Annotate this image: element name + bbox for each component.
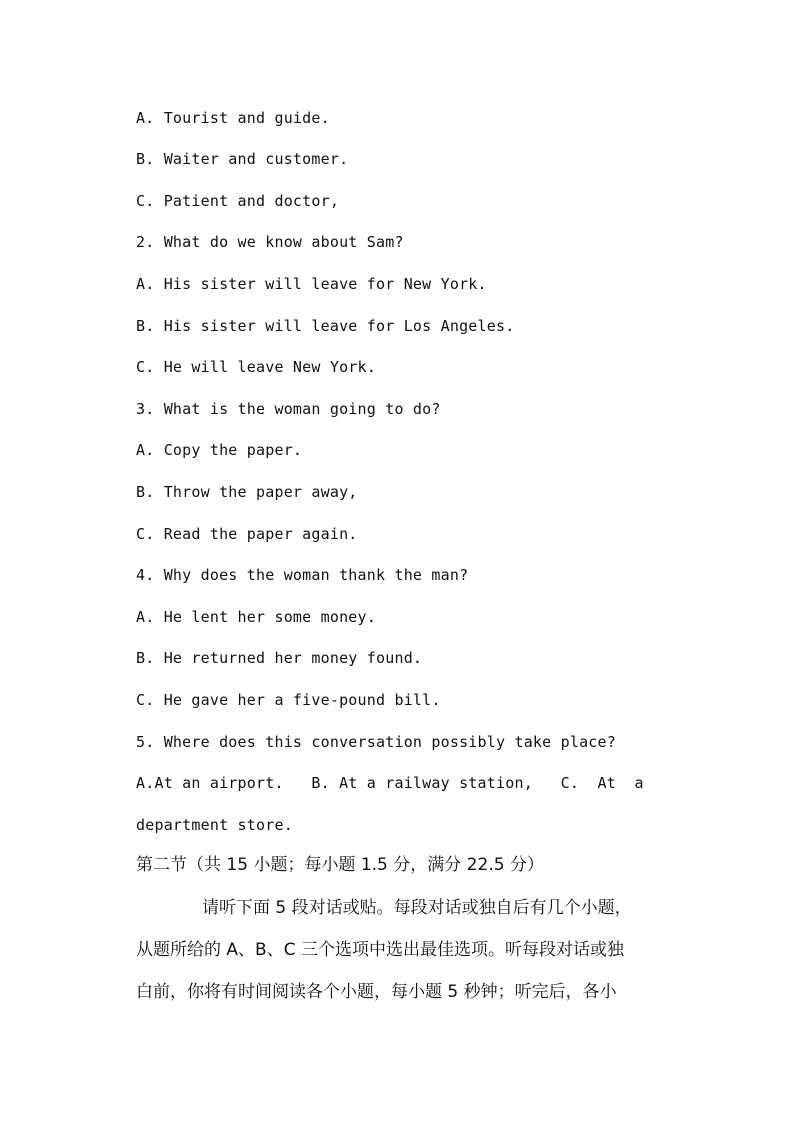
instruction-paragraph: 请听下面 5 段对话或贴。每段对话或独自后有几个小题， xyxy=(202,898,632,918)
option-line: B. He returned her money found. xyxy=(136,649,423,667)
instruction-paragraph: 白前，你将有时间阅读各个小题，每小题 5 秒钟；听完后，各小 xyxy=(136,982,617,1002)
option-line: C. He will leave New York. xyxy=(136,358,376,376)
option-line: C. Read the paper again. xyxy=(136,525,358,543)
question-line: 4. Why does the woman thank the man? xyxy=(136,566,469,584)
question-line: 3. What is the woman going to do? xyxy=(136,400,441,418)
option-line: B. Throw the paper away, xyxy=(136,483,358,501)
option-line: A. His sister will leave for New York. xyxy=(136,275,487,293)
option-line: A.At an airport. B. At a railway station, C. At a xyxy=(136,774,644,792)
question-line: 5. Where does this conversation possibly take place? xyxy=(136,733,616,751)
option-line: department store. xyxy=(136,816,293,834)
option-line: A. Tourist and guide. xyxy=(136,109,330,127)
option-line: C. Patient and doctor, xyxy=(136,192,340,210)
option-line: B. His sister will leave for Los Angeles. xyxy=(136,317,515,335)
section-heading: 第二节（共 15 小题；每小题 1.5 分，满分 22.5 分） xyxy=(136,855,544,875)
option-line: A. Copy the paper. xyxy=(136,441,303,459)
question-line: 2. What do we know about Sam? xyxy=(136,233,404,251)
option-line: C. He gave her a five-pound bill. xyxy=(136,691,441,709)
option-line: B. Waiter and customer. xyxy=(136,150,349,168)
instruction-paragraph: 从题所给的 A、B、C 三个选项中选出最佳选项。听每段对话或独 xyxy=(136,940,624,960)
option-line: A. He lent her some money. xyxy=(136,608,376,626)
